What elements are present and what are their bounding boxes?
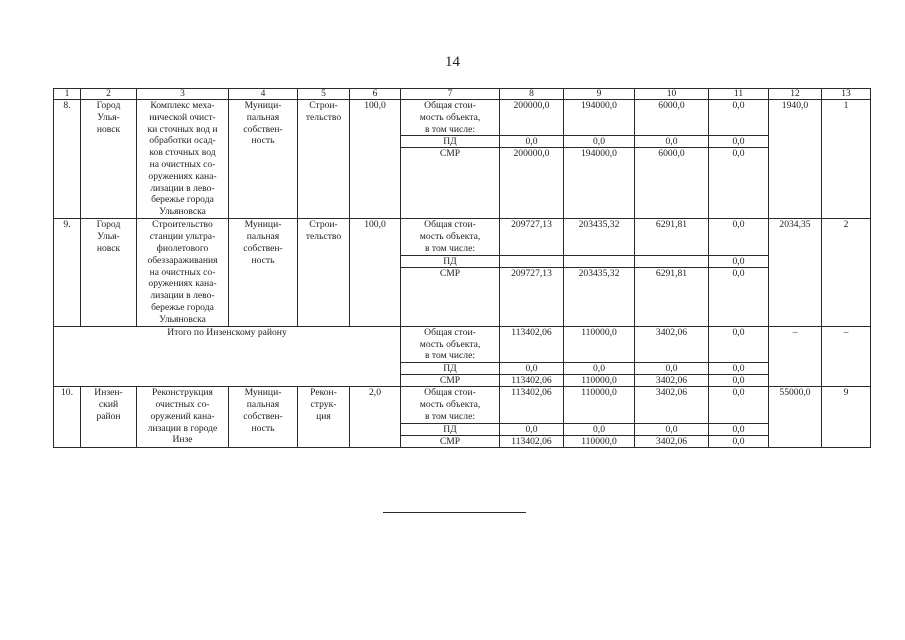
col12-cell: 1940,0 <box>769 100 822 219</box>
col13-cell: – <box>822 326 871 386</box>
value-cell: 0,0 <box>709 435 769 447</box>
subtotal-row <box>54 326 871 362</box>
place-cell: Город Улья- новск <box>81 100 137 219</box>
column-header: 8 <box>500 89 564 100</box>
value-cell: 0,0 <box>709 375 769 387</box>
value-cell: 110000,0 <box>564 326 635 362</box>
object-name-cell: Строительство станции ультра- фиолетового обеззараживания на очистных со- оружениях кана- лизации в лево- бережье города Ульяновска <box>137 219 229 326</box>
value-cell: 113402,06 <box>500 326 564 362</box>
value-cell: 0,0 <box>709 363 769 375</box>
value-cell: 0,0 <box>709 148 769 219</box>
column-header: 2 <box>81 89 137 100</box>
col13-cell: 9 <box>822 387 871 447</box>
value-cell: 113402,06 <box>500 387 564 423</box>
value-cell: 0,0 <box>500 423 564 435</box>
table-row <box>54 100 871 136</box>
row-number: 10. <box>54 387 81 447</box>
total-label-cell: Общая стои- мость объекта, в том числе: <box>401 219 500 255</box>
value-cell: 0,0 <box>709 100 769 136</box>
ownership-cell: Муници- пальная собствен- ность <box>229 219 298 326</box>
value-cell: 0,0 <box>709 267 769 326</box>
subtotal-label: Итого по Инзенскому району <box>54 326 401 386</box>
value-cell: 110000,0 <box>564 435 635 447</box>
column-header: 11 <box>709 89 769 100</box>
pd-label-cell: ПД <box>401 363 500 375</box>
value-cell: 6000,0 <box>635 100 709 136</box>
value-cell: 0,0 <box>635 363 709 375</box>
column-header: 5 <box>298 89 350 100</box>
value-cell: 194000,0 <box>564 100 635 136</box>
column-header: 10 <box>635 89 709 100</box>
value-cell: 0,0 <box>635 136 709 148</box>
value-cell: 209727,13 <box>500 267 564 326</box>
value-cell: 0,0 <box>709 255 769 267</box>
total-label-cell: Общая стои- мость объекта, в том числе: <box>401 100 500 136</box>
value-cell: 6291,81 <box>635 219 709 255</box>
capacity-cell: 100,0 <box>350 100 401 219</box>
col12-cell: 55000,0 <box>769 387 822 447</box>
place-cell: Инзен- ский район <box>81 387 137 447</box>
value-cell: 6291,81 <box>635 267 709 326</box>
value-cell: 0,0 <box>709 136 769 148</box>
table-row <box>54 387 871 423</box>
value-cell: 194000,0 <box>564 148 635 219</box>
value-cell: 3402,06 <box>635 375 709 387</box>
column-header: 7 <box>401 89 500 100</box>
col13-cell: 2 <box>822 219 871 326</box>
pd-label-cell: ПД <box>401 255 500 267</box>
column-header: 12 <box>769 89 822 100</box>
smr-label-cell: СМР <box>401 148 500 219</box>
value-cell: 3402,06 <box>635 387 709 423</box>
value-cell: 6000,0 <box>635 148 709 219</box>
value-cell: 0,0 <box>500 136 564 148</box>
value-cell: 203435,32 <box>564 219 635 255</box>
object-name-cell: Реконструкция очистных со- оружений кана- лизации в городе Инзе <box>137 387 229 447</box>
header-row <box>54 89 871 100</box>
ownership-cell: Муници- пальная собствен- ность <box>229 100 298 219</box>
value-cell: 0,0 <box>564 423 635 435</box>
col12-cell: – <box>769 326 822 386</box>
object-name-cell: Комплекс меха- нической очист- ки сточных вод и обработки осад- ков сточных вод на очистных со- оружениях кана- лизации в лево- бережье города Ульяновска <box>137 100 229 219</box>
value-cell: 0,0 <box>635 423 709 435</box>
row-number: 8. <box>54 100 81 219</box>
value-cell: 113402,06 <box>500 375 564 387</box>
value-cell <box>564 255 635 267</box>
column-header: 9 <box>564 89 635 100</box>
value-cell: 3402,06 <box>635 326 709 362</box>
value-cell: 203435,32 <box>564 267 635 326</box>
table-row <box>54 219 871 255</box>
value-cell: 0,0 <box>709 219 769 255</box>
value-cell: 110000,0 <box>564 387 635 423</box>
smr-label-cell: СМР <box>401 267 500 326</box>
investment-table <box>53 88 871 448</box>
column-header: 1 <box>54 89 81 100</box>
row-number: 9. <box>54 219 81 326</box>
pd-label-cell: ПД <box>401 423 500 435</box>
col12-cell: 2034,35 <box>769 219 822 326</box>
page-number: 14 <box>445 54 460 70</box>
smr-label-cell: СМР <box>401 375 500 387</box>
capacity-cell: 2,0 <box>350 387 401 447</box>
end-rule <box>383 512 526 513</box>
total-label-cell: Общая стои- мость объекта, в том числе: <box>401 387 500 423</box>
value-cell: 209727,13 <box>500 219 564 255</box>
value-cell: 0,0 <box>564 363 635 375</box>
column-header: 6 <box>350 89 401 100</box>
ownership-cell: Муници- пальная собствен- ность <box>229 387 298 447</box>
col13-cell: 1 <box>822 100 871 219</box>
value-cell: 110000,0 <box>564 375 635 387</box>
column-header: 4 <box>229 89 298 100</box>
column-header: 13 <box>822 89 871 100</box>
value-cell: 0,0 <box>709 423 769 435</box>
value-cell: 3402,06 <box>635 435 709 447</box>
value-cell: 0,0 <box>709 326 769 362</box>
value-cell <box>500 255 564 267</box>
value-cell: 0,0 <box>709 387 769 423</box>
capacity-cell: 100,0 <box>350 219 401 326</box>
place-cell: Город Улья- новск <box>81 219 137 326</box>
value-cell: 0,0 <box>564 136 635 148</box>
value-cell: 0,0 <box>500 363 564 375</box>
value-cell: 113402,06 <box>500 435 564 447</box>
value-cell: 200000,0 <box>500 148 564 219</box>
value-cell <box>635 255 709 267</box>
total-label-cell: Общая стои- мость объекта, в том числе: <box>401 326 500 362</box>
column-header: 3 <box>137 89 229 100</box>
work-type-cell: Рекон- струк- ция <box>298 387 350 447</box>
work-type-cell: Строи- тельство <box>298 100 350 219</box>
smr-label-cell: СМР <box>401 435 500 447</box>
value-cell: 200000,0 <box>500 100 564 136</box>
pd-label-cell: ПД <box>401 136 500 148</box>
work-type-cell: Строи- тельство <box>298 219 350 326</box>
